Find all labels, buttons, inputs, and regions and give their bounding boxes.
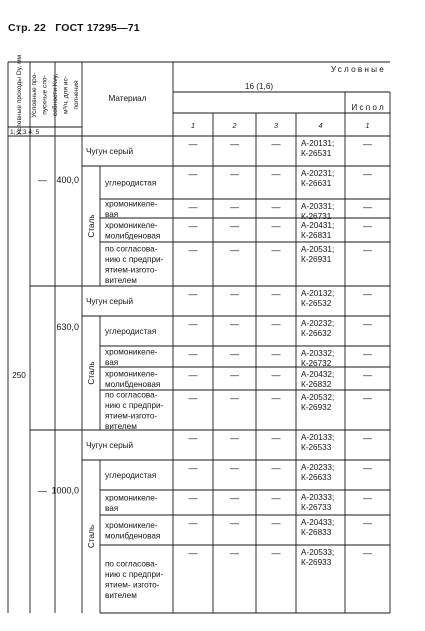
code-line-k: К-26831 (301, 231, 332, 240)
dash-cell: — (188, 548, 198, 558)
dash-cell: — (271, 221, 281, 231)
code-line-k: К-26633 (301, 473, 332, 482)
dash-cell: — (230, 319, 239, 329)
material-name: Чугун серый (86, 441, 134, 450)
dash-cell: — (230, 245, 239, 255)
code-line-a: А-20231; (301, 169, 335, 178)
material-name: вителем (105, 275, 137, 285)
dn-header: Условные проходы Dy, мм (16, 54, 23, 136)
dash-cell: — (271, 370, 281, 380)
conditional-header: Условные (330, 65, 386, 74)
dash-cell: — (188, 393, 198, 403)
dash-cell: — (271, 393, 281, 403)
flow-value: 1000,0 (51, 485, 79, 496)
dash-cell: — (271, 349, 281, 359)
dash-cell: — (363, 433, 372, 443)
dash-cell: — (230, 370, 239, 380)
dash-cell: — (230, 202, 239, 212)
code-line-a: А-20133; (301, 433, 335, 442)
dash-cell: — (230, 493, 239, 503)
column-number: 4 (318, 121, 323, 130)
dash-cell: — (188, 433, 198, 443)
dash-cell: — (230, 463, 239, 473)
dash-cell: — (271, 202, 281, 212)
dash-cell: — (230, 139, 239, 149)
code-line-k: К-26832 (301, 380, 332, 389)
code-line-a: А-20333; (301, 493, 335, 502)
code-line-a: А-20132; (301, 289, 335, 298)
dash-cell: — (363, 349, 372, 359)
dash-cell: — (188, 139, 198, 149)
dash-cell: — (363, 393, 372, 403)
material-name: ятием-изгото- (105, 411, 158, 421)
material-name: вителем (105, 590, 137, 600)
material-header: Материал (108, 94, 147, 103)
code-line-a: А-20532; (301, 393, 335, 402)
page-label: Стр. 22 (8, 22, 47, 34)
pressure-header: 16 (1,6) (244, 82, 274, 91)
code-line-a: А-20232; (301, 319, 335, 328)
dash-cell: — (271, 245, 281, 255)
dash-cell: — (188, 493, 198, 503)
standard-number: ГОСТ 17295—71 (55, 22, 140, 34)
column-number: 1 (191, 121, 195, 130)
material-name: по согласова- (105, 244, 158, 254)
material-name: вителем (105, 421, 137, 431)
dash-cell: — (363, 202, 372, 212)
code-line-k: К-26933 (301, 558, 332, 567)
dash-cell: — (271, 169, 281, 179)
material-name: нию с предпри- (105, 400, 164, 410)
material-name: нию с предпри- (105, 569, 164, 579)
dash-cell: — (363, 289, 372, 299)
material-name: вая (105, 357, 119, 367)
dash-cell: — (271, 463, 281, 473)
dash-cell: — (271, 433, 281, 443)
material-name: хромоникеле- (105, 520, 158, 530)
flow-value-left: — (38, 175, 47, 185)
dash-cell: — (363, 169, 372, 179)
material-name: вая (105, 503, 119, 513)
dash-cell: — (230, 169, 239, 179)
material-name: вая (105, 209, 119, 219)
code-line-a: А-20233; (301, 463, 335, 472)
flow-header-line: пускные спо- (41, 75, 49, 115)
dash-cell: — (363, 319, 372, 329)
material-name: Чугун серый (86, 297, 134, 306)
dash-cell: — (188, 245, 198, 255)
flow-header-line: собности Kvy, (52, 73, 59, 117)
dn-value: 250 (12, 371, 26, 380)
dash-cell: — (363, 221, 372, 231)
material-name: молибденовая (105, 531, 161, 541)
dash-cell: — (271, 139, 281, 149)
dash-cell: — (230, 221, 239, 231)
dash-cell: — (271, 518, 281, 528)
material-name: хромоникеле- (105, 369, 158, 379)
steel-label: Сталь (87, 361, 96, 385)
material-name: хромоникеле- (105, 493, 158, 503)
dash-cell: — (230, 518, 239, 528)
material-name: углеродистая (105, 178, 157, 188)
material-name: углеродистая (105, 471, 157, 480)
dash-cell: — (230, 433, 239, 443)
column-number: 2 (232, 121, 237, 130)
dash-cell: — (363, 245, 372, 255)
dash-cell: — (363, 139, 372, 149)
code-line-a: А-20432; (301, 370, 335, 379)
code-line-k: К-26732 (301, 359, 332, 368)
code-line-k: К-26833 (301, 528, 332, 537)
code-line-k: К-26932 (301, 403, 332, 412)
material-name: молибденовая (105, 231, 161, 241)
dash-cell: — (363, 370, 372, 380)
code-line-k: К-26733 (301, 503, 332, 512)
code-line-a: А-20131; (301, 139, 335, 148)
dash-cell: — (271, 289, 281, 299)
dash-cell: — (363, 493, 372, 503)
dash-cell: — (271, 493, 281, 503)
code-line-a: А-20332; (301, 349, 335, 358)
dash-cell: — (188, 370, 198, 380)
dash-cell: — (230, 289, 239, 299)
dash-cell: — (188, 463, 198, 473)
code-line-k: К-26631 (301, 179, 332, 188)
material-name: по согласова- (105, 390, 158, 400)
material-name: молибденовая (105, 379, 161, 389)
code-line-a: А-20331; (301, 202, 335, 211)
material-name: по согласова- (105, 559, 158, 569)
dash-cell: — (230, 349, 239, 359)
subcolumn-numbers: 1; 2;3 4; 5 (10, 129, 40, 136)
code-line-k: К-26632 (301, 329, 332, 338)
column-number: 1 (365, 121, 370, 130)
dash-cell: — (363, 463, 372, 473)
flow-header-line: полнения (73, 80, 80, 110)
material-name: ятием- изгото- (105, 580, 160, 590)
material-name: хромоникеле- (105, 347, 158, 357)
code-line-k: К-26931 (301, 255, 332, 264)
flow-header-line: Условные про- (31, 72, 38, 118)
dash-cell: — (188, 202, 198, 212)
dash-cell: — (363, 548, 372, 558)
material-name: хромоникеле- (105, 199, 158, 209)
material-name: нию с предпри- (105, 254, 164, 264)
code-line-k: К-26532 (301, 299, 332, 308)
dash-cell: — (188, 169, 198, 179)
steel-label: Сталь (87, 524, 96, 549)
material-name: углеродистая (105, 327, 157, 336)
dash-cell: — (188, 221, 198, 231)
material-name: хромоникеле- (105, 220, 158, 230)
dash-cell: — (363, 518, 372, 528)
code-line-a: А-20533; (301, 548, 335, 557)
dash-cell: — (271, 319, 281, 329)
dash-cell: — (188, 289, 198, 299)
column-number: 3 (274, 121, 278, 130)
flow-value: 630,0 (56, 322, 79, 332)
material-name: Чугун серый (86, 147, 134, 156)
dash-cell: — (188, 518, 198, 528)
code-line-a: А-20431; (301, 221, 335, 230)
code-line-k: К-26731 (301, 212, 332, 221)
dash-cell: — (271, 548, 281, 558)
dash-cell: — (230, 393, 239, 403)
code-line-a: А-20433; (301, 518, 335, 527)
flow-header-line: м³/ч, для ис- (62, 76, 70, 114)
dash-cell: — (188, 349, 198, 359)
code-line-k: К-26533 (301, 443, 332, 452)
material-name: ятием-изгото- (105, 265, 158, 275)
flow-value-left: — (38, 485, 47, 496)
execution-header: Испол (351, 103, 386, 112)
code-line-k: К-26531 (301, 149, 332, 158)
code-line-a: А-20531; (301, 245, 335, 254)
dash-cell: — (230, 548, 239, 558)
steel-label: Сталь (87, 214, 96, 238)
dash-cell: — (188, 319, 198, 329)
flow-value: 400,0 (56, 175, 79, 185)
